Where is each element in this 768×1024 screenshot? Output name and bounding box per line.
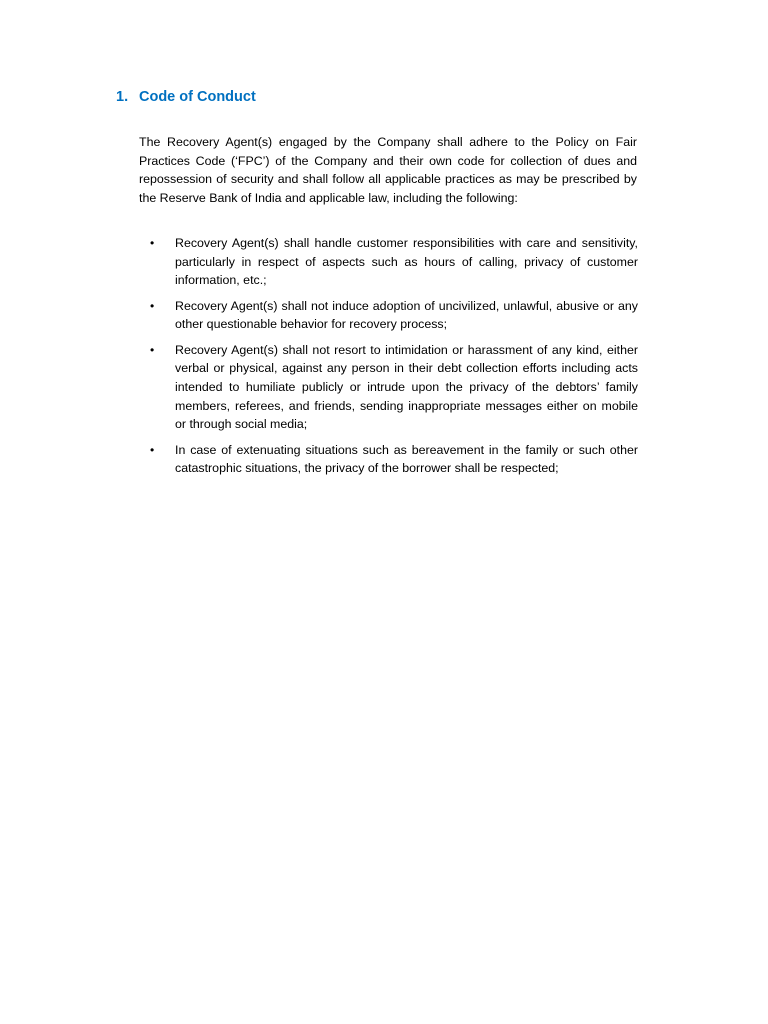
list-item [0, 341, 638, 435]
section-heading [116, 89, 256, 105]
list-item [0, 234, 638, 290]
list-item-text: Recovery Agent(s) shall not induce adoption of uncivilized, unlawful, abusive or any other questionable behavior for recovery process; [175, 298, 638, 332]
bullet-icon: • [150, 236, 155, 250]
list-item [0, 297, 638, 334]
list-item-text: Recovery Agent(s) shall not resort to intimidation or harassment of any kind, either verbal or physical, against any person in their debt collection efforts including acts intended to humiliate publicly or intrude upon the privacy of the debtors’ family members, referees, and friends, sending inappropriate messages either on mobile or through social media; [175, 342, 638, 432]
bullet-icon: • [150, 442, 155, 457]
section-number: 1. [116, 89, 129, 105]
bullet-list [0, 234, 768, 484]
list-item [0, 441, 638, 478]
list-item-text: Recovery Agent(s) shall handle customer responsibilities with care and sensitivity, particularly in respect of aspects such as hours of calling, privacy of customer information, etc.; [175, 236, 638, 288]
section-title: Code of Conduct [139, 89, 256, 105]
bullet-icon: • [150, 342, 155, 357]
bullet-icon: • [150, 298, 155, 313]
intro-paragraph: The Recovery Agent(s) engaged by the Company shall adhere to the Policy on Fair Practices Code (‘FPC’) of the Company and their own code for collection of dues and repossession of security and shall follow all applicable practices as may be prescribed by the Reserve Bank of India and applicable law, including the following: [139, 135, 637, 206]
list-item-text: In case of extenuating situations such as bereavement in the family or such other catastrophic situations, the privacy of the borrower shall be respected; [175, 442, 638, 476]
